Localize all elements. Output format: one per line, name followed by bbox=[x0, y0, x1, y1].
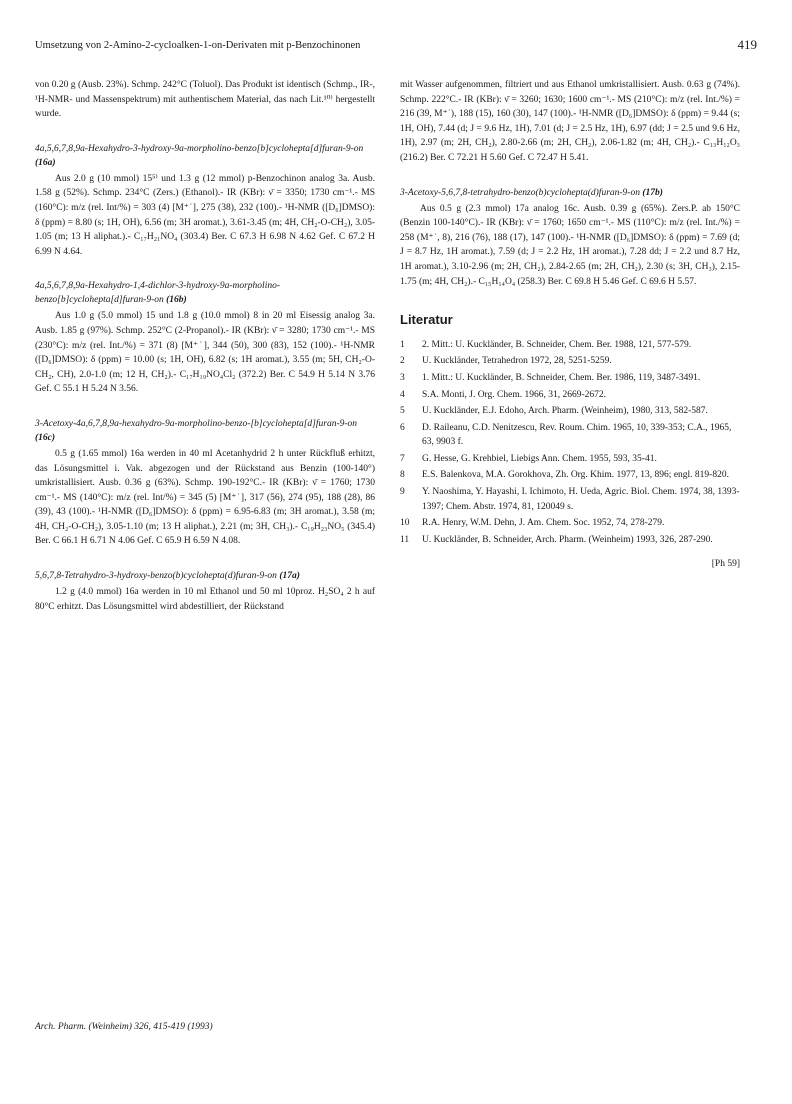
body-paragraph: Aus 1.0 g (5.0 mmol) 15 und 1.8 g (10.0 mmol) 8 in 20 ml Eisessig analog 3a. Ausb. 1.85 g (97%). Schmp. 252°C (2-Propanol).- IR (KBr): ν̄ = 3280; 1730 cm⁻¹.- MS (230°C): m/z (rel. Int./%) = 371 (8) [M⁺˙], 344 (50), 300 (83), 152 (100).- ¹H-NMR ([D₆]DMSO): δ (ppm) = 10.00 (s; 1H, OH), 6.82 (s; 1H aromat.), 3.55 (m; 5H, CH₂-O-CH₂, CH), 2.0-1.0 (m; 12 H, CH₂).- C₁₇H₁₉NO₄Cl₂ (372.2) Ber. C 54.9 H 5.14 N 3.76 Gef. C 55.1 H 5.24 N 3.56. bbox=[35, 311, 375, 395]
running-title: Umsetzung von 2-Amino-2-cycloalken-1-on-Derivaten mit p-Benzochinonen bbox=[35, 40, 361, 51]
reference-item bbox=[400, 371, 740, 386]
compound-heading-17b bbox=[400, 186, 740, 200]
body-paragraph: 0.5 g (1.65 mmol) 16a werden in 40 ml Acetanhydrid 2 h unter Rückfluß erhitzt, das Lösungsmittel i. Vak. abgezogen und der Rückstand aus Benzin (100-140°) umkristallisiert. Ausb. 0.36 g (63%). Schmp. 190-192°C.- IR (KBr): ν̄ = 1760; 1730 cm⁻¹.- MS (140°C): m/z (rel. Int/%) = 345 (5) [M⁺˙], 317 (56), 274 (95), 188 (28), 86 (39), 43 (100).- ¹H-NMR ([D₆]DMSO): δ (ppm) = 6.95-6.83 (m; 3H aromat.), 3.58 (m; 4H, CH₂-O-CH₂), 3.05-1.10 (m; 13 H aliphat.), 2.21 (m; 3H, CH₃).- C₁₉H₂₃NO₅ (345.4) Ber. C 66.1 H 6.71 N 4.06 Gef. C 65.9 H 6.59 N 4.08. bbox=[35, 448, 375, 547]
compound-heading-16c bbox=[35, 417, 375, 445]
reference-text: S.A. Monti, J. Org. Chem. 1966, 31, 2669-2672. bbox=[422, 389, 607, 400]
reference-text: D. Raileanu, C.D. Nenitzescu, Rev. Roum. Chim. 1965, 10, 339-353; C.A., 1965, 63, 9903 f. bbox=[422, 422, 732, 448]
literature-heading: Literatur bbox=[400, 312, 453, 328]
reference-item bbox=[400, 533, 740, 548]
reference-list bbox=[400, 338, 740, 548]
right-column bbox=[400, 78, 740, 572]
body-paragraph: mit Wasser aufgenommen, filtriert und aus Ethanol umkristallisiert. Ausb. 0.63 g (74%). Schmp. 222°C.- IR (KBr): ν̄ = 3260; 1630; 1600 cm⁻¹.- MS (210°C): m/z (rel. Int./%) = 216 (39, M⁺˙), 188 (15), 160 (30), 147 (100).- ¹H-NMR ([D₆]DMSO): δ (ppm) = 9.44 (s; 1H, OH), 7.44 (d; J = 9.6 Hz, 1H), 7.01 (d; J = 2.5 Hz, 1H), 6.97 (dd; J = 2.5 und 9.6 Hz, 1H), 2.97 (m; 2H, CH₂), 2.80-2.66 (m; 2H, CH₂), 2.06-1.82 (m; 4H, CH₂).- C₁₃H₁₂O₃ (216.2) Ber. C 72.21 H 5.60 Gef. C 72.47 H 5.41. bbox=[400, 80, 740, 163]
body-paragraph: Aus 0.5 g (2.3 mmol) 17a analog 16c. Ausb. 0.39 g (65%). Zers.P. ab 150°C (Benzin 100-140°C).- IR (KBr): ν̄ = 1760; 1650 cm⁻¹.- MS (110°C): m/z (rel. Int./%) = 258 (M⁺˙, 8), 216 (76), 188 (17), 147 (100).- ¹H-NMR ([D₆]DMSO): δ (ppm) = 7.69 (d; J = 8.7 Hz, 1H aromat.), 7.59 (d; J = 2.2 Hz, 1H aromat.), 7.28 dd; J = 2.2 und 8.7 Hz, 1H aromat.), 3.10-2.96 (m; 2H, CH₂), 2.84-2.65 (m; 2H, CH₂), 2.30 (s; 3H, CH₃), 2.15-1.75 (m; 4H, CH₂).- C₁₅H₁₄O₄ (258.3) Ber. C 69.8 H 5.46 Gef. C 69.6 H 5.57. bbox=[400, 203, 740, 287]
reference-item bbox=[400, 421, 740, 450]
reference-number: 11 bbox=[400, 534, 410, 545]
compound-name: 5,6,7,8-Tetrahydro-3-hydroxy-benzo(b)cyclohepta(d)furan-9-on bbox=[35, 571, 277, 582]
reference-number: 10 bbox=[400, 518, 410, 529]
compound-label: (17a) bbox=[279, 571, 300, 582]
reference-number: 2 bbox=[400, 356, 405, 367]
compound-label: (16b) bbox=[166, 295, 187, 306]
compound-label: (16c) bbox=[35, 432, 56, 443]
body-paragraph: 1.2 g (4.0 mmol) 16a werden in 10 ml Ethanol und 50 ml 10proz. H₂SO₄ 2 h auf 80°C erhitzt. Das Lösungsmittel wird abdestilliert, der Rückstand bbox=[35, 587, 375, 612]
compound-heading-17a bbox=[35, 569, 375, 583]
compound-label: (16a) bbox=[35, 157, 56, 168]
reference-item bbox=[400, 354, 740, 369]
reference-number: 7 bbox=[400, 453, 405, 464]
reference-text: 2. Mitt.: U. Kuckländer, B. Schneider, Chem. Ber. 1988, 121, 577-579. bbox=[422, 339, 692, 350]
reference-item bbox=[400, 516, 740, 531]
reference-text: U. Kuckländer, E.J. Edoho, Arch. Pharm. (Weinheim), 1980, 313, 582-587. bbox=[422, 406, 708, 417]
reference-text: R.A. Henry, W.M. Dehn, J. Am. Chem. Soc. 1952, 74, 278-279. bbox=[422, 518, 665, 529]
reference-number: 1 bbox=[400, 339, 405, 350]
compound-label: (17b) bbox=[642, 187, 663, 198]
reference-text: U. Kuckländer, B. Schneider, Arch. Pharm. (Weinheim) 1993, 326, 287-290. bbox=[422, 534, 713, 545]
reference-text: 1. Mitt.: U. Kuckländer, B. Schneider, Chem. Ber. 1986, 119, 3487-3491. bbox=[422, 372, 701, 383]
reference-number: 6 bbox=[400, 422, 405, 433]
compound-heading-16a bbox=[35, 142, 375, 170]
reference-item bbox=[400, 452, 740, 467]
compound-heading-16b bbox=[35, 279, 375, 307]
compound-name: 3-Acetoxy-5,6,7,8-tetrahydro-benzo(b)cyclohepta(d)furan-9-on bbox=[400, 187, 640, 198]
reference-number: 5 bbox=[400, 406, 405, 417]
reference-item bbox=[400, 485, 740, 514]
reference-number: 9 bbox=[400, 487, 405, 498]
reference-number: 4 bbox=[400, 389, 405, 400]
body-paragraph: von 0.20 g (Ausb. 23%). Schmp. 242°C (Toluol). Das Produkt ist identisch (Schmp., IR-, ¹H-NMR- und Massenspektrum) mit authentischem Material, das nach Lit.¹⁰⁾ hergestellt wurde. bbox=[35, 80, 375, 120]
reference-number: 3 bbox=[400, 372, 405, 383]
reference-number: 8 bbox=[400, 470, 405, 481]
compound-name: 3-Acetoxy-4a,6,7,8,9a-hexahydro-9a-morpholino-benzo-[b]cyclohepta[d]furan-9-on bbox=[35, 418, 358, 429]
reference-text: G. Hesse, G. Krehbiel, Liebigs Ann. Chem. 1955, 593, 35-41. bbox=[422, 453, 657, 464]
body-paragraph: Aus 2.0 g (10 mmol) 15⁵⁾ und 1.3 g (12 mmol) p-Benzochinon analog 3a. Ausb. 1.58 g (52%). Schmp. 234°C (Zers.) (Ethanol).- IR (KBr): ν̄ = 3350; 1730 cm⁻¹.- MS (160°C): m/z (rel. Int/%) = 303 (4) [M⁺˙], 275 (38), 232 (100).- ¹H-NMR ([D₆]DMSO): δ (ppm) = 8.80 (s; 1H, OH), 6.56 (m; 3H aromat.), 3.61-3.45 (m; 4H, CH₂-O-CH₂), 3.05-1.05 (m; 13 H aliphat.).- C₁₇H₂₁NO₄ (303.4) Ber. C 67.3 H 6.98 N 4.62 Gef. C 67.2 H 6.99 N 4.64. bbox=[35, 173, 375, 257]
reference-item bbox=[400, 404, 740, 419]
compound-name: 4a,5,6,7,8,9a-Hexahydro-3-hydroxy-9a-morpholino-benzo[b]cyclohepta[d]furan-9-on bbox=[35, 143, 364, 154]
journal-footer: Arch. Pharm. (Weinheim) 326, 415-419 (1993) bbox=[35, 1022, 213, 1032]
reference-item bbox=[400, 468, 740, 483]
reference-item bbox=[400, 388, 740, 403]
page-number: 419 bbox=[737, 37, 757, 52]
reference-item bbox=[400, 338, 740, 353]
reference-text: U. Kuckländer, Tetrahedron 1972, 28, 5251-5259. bbox=[422, 356, 612, 367]
reference-text: E.S. Balenkova, M.A. Gorokhova, Zh. Org. Khim. 1977, 13, 896; engl. 819-820. bbox=[422, 470, 729, 481]
reference-text: Y. Naoshima, Y. Hayashi, I. Ichimoto, H. Ueda, Agric. Biol. Chem. 1974, 38, 1393-1397; Chem. Abstr. 1974, 81, 120049 s. bbox=[422, 487, 740, 512]
left-column bbox=[35, 78, 375, 614]
compound-name: 4a,5,6,7,8,9a-Hexahydro-1,4-dichlor-3-hydroxy-9a-morpholino-benzo[b]cyclohepta[d]furan-9-on bbox=[35, 281, 280, 306]
manuscript-tag: [Ph 59] bbox=[711, 559, 740, 570]
